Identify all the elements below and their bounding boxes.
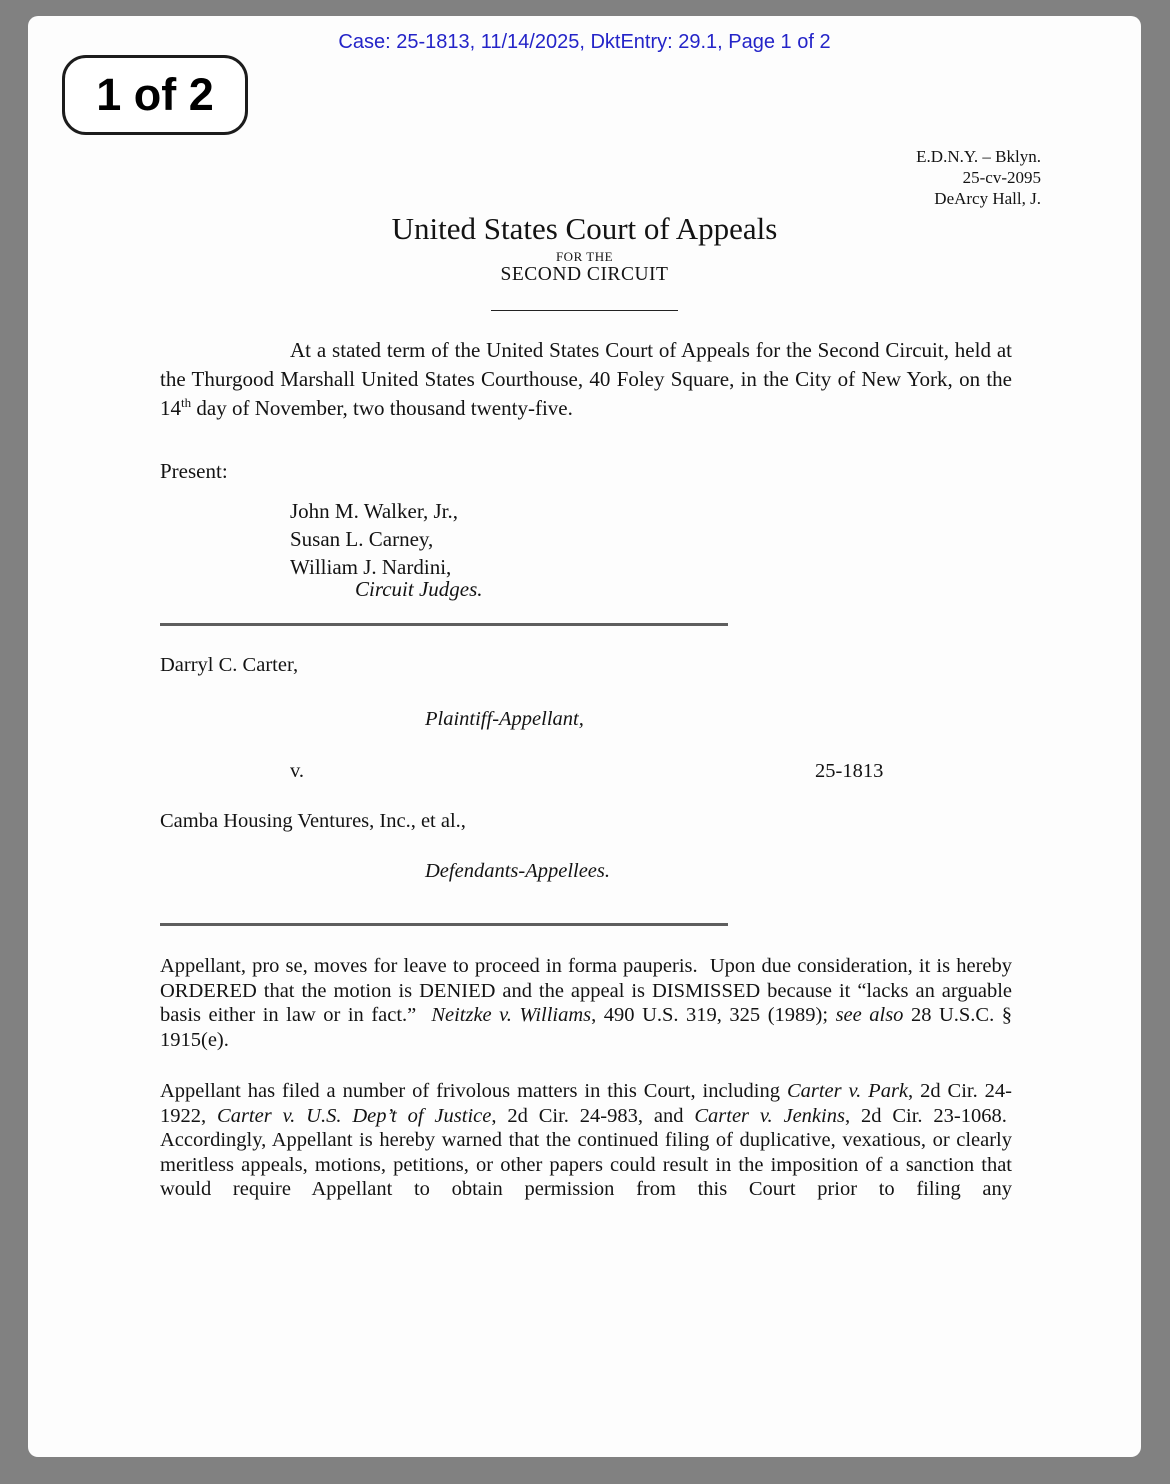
judge-name: Susan L. Carney, — [290, 527, 434, 551]
defendant-role: Defendants-Appellees. — [425, 860, 611, 882]
plaintiff-role: Plaintiff-Appellant, — [425, 708, 584, 730]
court-info-block — [916, 146, 1041, 209]
page-count-label: 1 of 2 — [96, 69, 214, 120]
term-paragraph: At a stated term of the United States Court of Appeals for the Second Circuit, held at the Thurgood Marshall United States Courthouse, 40 Foley Square, in the City of New York, on the 14th day of November, two thousand twenty-five. — [160, 338, 1012, 420]
versus-label: v. — [290, 760, 305, 782]
judge-name: William J. Nardini, — [290, 555, 452, 579]
court-title: United States Court of Appeals — [391, 211, 778, 246]
court-subtitle-circuit: SECOND CIRCUIT — [500, 264, 669, 285]
defendant-name: Camba Housing Ventures, Inc., et al., — [160, 810, 466, 832]
docket-number: 25-1813 — [815, 760, 884, 782]
page-count-badge — [62, 55, 248, 135]
present-label: Present: — [160, 459, 228, 483]
court-info-district: E.D.N.Y. – Bklyn. — [916, 147, 1041, 166]
court-subtitle-for-the: FOR THE — [555, 249, 614, 264]
court-title-block — [28, 212, 1141, 286]
docket-header: Case: 25-1813, 11/14/2025, DktEntry: 29.1, Page 1 of 2 — [338, 31, 831, 53]
judge-name: John M. Walker, Jr., — [290, 499, 458, 523]
order-paragraph-1: Appellant, pro se, moves for leave to proceed in forma pauperis. Upon due consideration, it is hereby ORDERED that the motion is DENIED and the appeal is DISMISSED because it “lacks an arguable basis either in law or in fact.” Neitzke v. Williams, 490 U.S. 319, 325 (1989); see also 28 U.S.C. § 1915(e). — [160, 955, 1012, 1051]
judges-title: Circuit Judges. — [355, 577, 483, 601]
court-info-case-number: 25-cv-2095 — [962, 168, 1041, 187]
plaintiff-name: Darryl C. Carter, — [160, 654, 299, 676]
caption-divider-top — [160, 623, 728, 626]
court-info-judge: DeArcy Hall, J. — [934, 189, 1041, 208]
caption-divider-bottom — [160, 923, 728, 926]
document-page — [28, 16, 1141, 1457]
judges-list — [290, 497, 458, 581]
title-divider — [491, 310, 678, 311]
order-paragraph-2: Appellant has filed a number of frivolous matters in this Court, including Carter v. Park, 2d Cir. 24-1922, Carter v. U.S. Dep’t of Justice, 2d Cir. 24-983, and Carter v. Jenkins, 2d Cir. 23-1068. Accordingly, Appellant is hereby warned that the continued filing of duplicative, vexatious, or clearly meritless appeals, motions, petitions, or other papers could result in the imposition of a sanction that would require Appellant to obtain permission from this Court prior to filing any — [160, 1080, 1012, 1200]
